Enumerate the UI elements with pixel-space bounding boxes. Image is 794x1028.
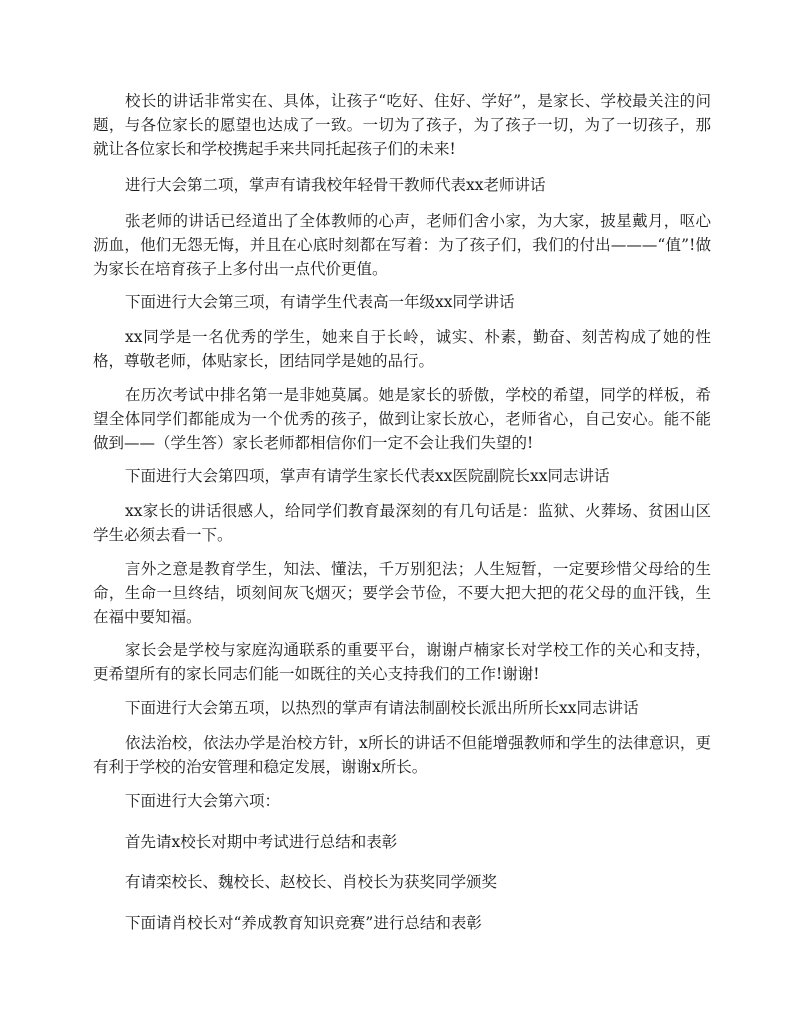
paragraph-agenda-item-2: 进行大会第二项，掌声有请我校年轻骨干教师代表xx老师讲话 [125, 176, 546, 194]
paragraph-exam-summary: 首先请x校长对期中考试进行总结和表彰 [125, 833, 398, 851]
paragraph-principal-speech-summary: 校长的讲话非常实在、具体，让孩子“吃好、住好、学好”，是家长、学校最关注的问题，与各位家长的愿望也达成了一致。一切为了孩子，为了孩子一切，为了一切孩子，那就让各位家长和学校携起手来共同托起孩子们的未来! [93, 92, 711, 158]
paragraph-agenda-item-3: 下面进行大会第三项，有请学生代表高一年级xx同学讲话 [125, 293, 515, 311]
paragraph-award-presentation: 有请栾校长、魏校长、赵校长、肖校长为获奖同学颁奖 [125, 873, 498, 891]
paragraph-teacher-speech-summary: 张老师的讲话已经道出了全体教师的心声，老师们舍小家，为大家，披星戴月，呕心沥血，他们无怨无悔，并且在心底时刻都在写着：为了孩子们，我们的付出———“值”!做为家长在培育孩子上多付出一点代价更值。 [93, 212, 711, 278]
paragraph-parent-speech-summary: xx家长的讲话很感人，给同学们教育最深刻的有几句话是：监狱、火葬场、贫困山区学生必须去看一下。 [93, 502, 711, 544]
paragraph-agenda-item-4: 下面进行大会第四项，掌声有请学生家长代表xx医院副院长xx同志讲话 [125, 467, 610, 485]
paragraph-parent-speech-meaning: 言外之意是教育学生，知法、懂法，千万别犯法；人生短暂，一定要珍惜父母给的生命，生命一旦终结，顷刻间灰飞烟灭；要学会节俭，不要大把大把的花父母的血汗钱，生在福中要知福。 [93, 560, 711, 626]
paragraph-agenda-item-6: 下面进行大会第六项： [125, 792, 281, 810]
paragraph-competition-summary: 下面请肖校长对“养成教育知识竞赛”进行总结和表彰 [125, 914, 482, 932]
paragraph-meeting-thanks: 家长会是学校与家庭沟通联系的重要平台，谢谢卢楠家长对学校工作的关心和支持，更希望所有的家长同志们能一如既往的关心支持我们的工作!谢谢! [93, 641, 711, 683]
paragraph-student-intro: xx同学是一名优秀的学生，她来自于长岭，诚实、朴素，勤奋、刻苦构成了她的性格，尊敬老师，体贴家长，团结同学是她的品行。 [93, 328, 711, 370]
paragraph-police-chief-speech-summary: 依法治校，依法办学是治校方针，x所长的讲话不但能增强教师和学生的法律意识，更有利于学校的治安管理和稳定发展，谢谢x所长。 [93, 734, 711, 776]
paragraph-student-praise: 在历次考试中排名第一是非她莫属。她是家长的骄傲，学校的希望，同学的样板，希望全体同学们都能成为一个优秀的孩子，做到让家长放心，老师省心，自己安心。能不能做到——（学生答）家长老师都相信你们一定不会让我们失望的! [93, 386, 711, 452]
paragraph-agenda-item-5: 下面进行大会第五项，以热烈的掌声有请法制副校长派出所所长xx同志讲话 [125, 699, 639, 717]
